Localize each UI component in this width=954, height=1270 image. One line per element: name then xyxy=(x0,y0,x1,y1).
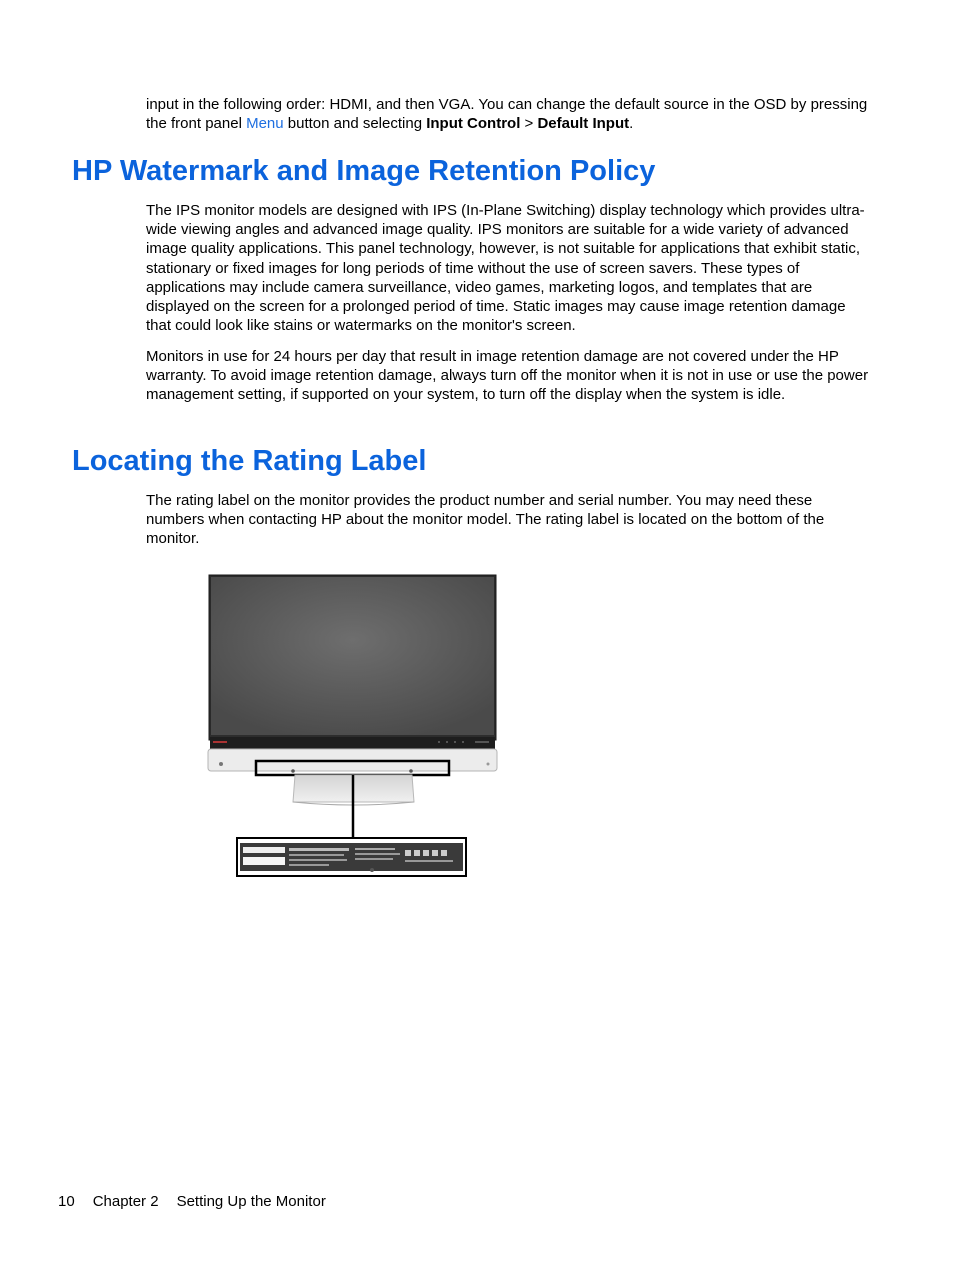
separator-text: > xyxy=(520,115,538,133)
menu-link[interactable]: Menu xyxy=(246,115,284,133)
watermark-paragraph-1: The IPS monitor models are designed with IPS (In-Plane Switching) display technology which provides ultra-wide viewing angles and advanced image quality. IPS monitors are suitable for a wide variety of advanced image quality applications. This panel technology, however, is not suitable for applications that exhibit static, stationary or fixed images for long periods of time without the use of screen savers. These types of applications may include camera surveillance, video games, marketing logos, and templates that are displayed on the screen for a prolonged period of time. Static images may cause image retention damage that could look like stains or watermarks on the monitor's screen. xyxy=(146,202,865,335)
footer-chapter: Chapter 2 xyxy=(92,1193,159,1210)
intro-paragraph xyxy=(146,95,870,133)
intro-text: button and selecting xyxy=(283,115,427,133)
footer-chapter-title: Setting Up the Monitor xyxy=(176,1193,326,1210)
intro-text: . xyxy=(629,115,634,133)
input-control-term: Input Control xyxy=(426,115,521,133)
rating-label-paragraph: The rating label on the monitor provides the product number and serial number. You may need these numbers when contacting HP about the monitor model. The rating label is located on the bottom of the monitor. xyxy=(146,492,825,548)
page-footer xyxy=(58,1192,344,1211)
page-number: 10 xyxy=(58,1193,75,1210)
default-input-term: Default Input xyxy=(537,115,630,133)
section-title-rating-label: Locating the Rating Label xyxy=(72,445,427,477)
monitor-lower-bezel xyxy=(210,735,495,749)
monitor-rating-label-figure xyxy=(205,570,505,885)
monitor-illustration xyxy=(205,570,505,885)
section-title-watermark: HP Watermark and Image Retention Policy xyxy=(72,155,656,187)
intro-text: input in the following order: HDMI, and then VGA. You can change the default source in the OSD by pressing the front panel xyxy=(146,96,868,133)
watermark-paragraph-2: Monitors in use for 24 hours per day that result in image retention damage are not covered under the HP warranty. To avoid image retention damage, always turn off the monitor when it is not in use or use the power management setting, if supported on your system, to turn off the display when the system is idle. xyxy=(146,348,869,404)
monitor-screen xyxy=(211,577,494,735)
